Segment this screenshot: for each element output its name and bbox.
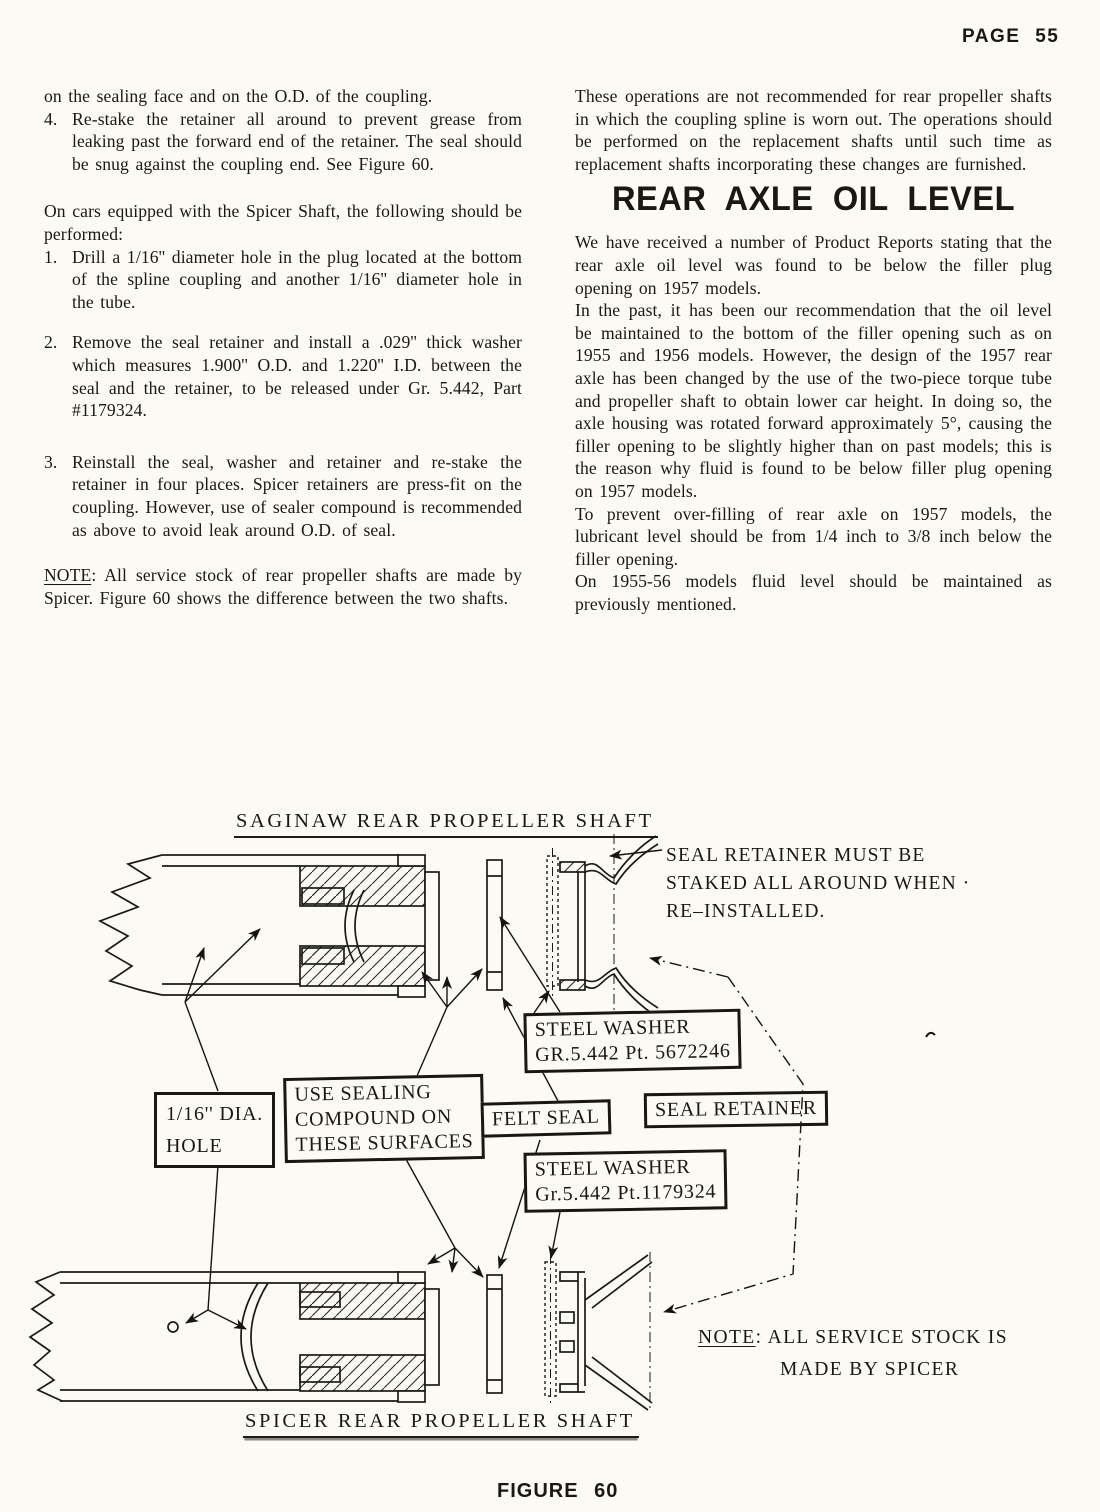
- retainer-note-line3: RE–INSTALLED.: [666, 901, 826, 922]
- dia-hole-label: [154, 1092, 275, 1168]
- felt-seal-strip-bottom-figure: [545, 1255, 556, 1404]
- sealing-compound-label: [283, 1074, 485, 1163]
- figure-caption: FIGURE 60: [497, 1480, 619, 1502]
- right-paragraph-5: On 1955-56 models fluid level should be maintained as previously mentioned.: [575, 571, 1052, 614]
- dia-hole-line1: 1/16'' DIA.: [166, 1103, 264, 1125]
- note-paragraph: [44, 564, 522, 609]
- right-paragraph-2: We have received a number of Product Reports stating that the rear axle oil level was found to be below the filler plug opening on 1957 models.: [575, 232, 1052, 298]
- list-item-3-number: 3.: [44, 451, 58, 472]
- break-line: [30, 1272, 62, 1401]
- dome-plug: [241, 1283, 268, 1391]
- steel-washer-top-line1: STEEL WASHER: [534, 1015, 691, 1042]
- list-item-2-number: 2.: [44, 332, 58, 353]
- ink-speck: [926, 1033, 935, 1037]
- list-item-2: [44, 331, 522, 421]
- note-label: NOTE: [44, 565, 92, 586]
- section-heading: REAR AXLE OIL LEVEL: [611, 180, 1016, 219]
- retainer-note-line2: STAKED ALL AROUND WHEN ·: [666, 873, 971, 894]
- steel-washer-bottom-line2: Gr.5.442 Pt.1179324: [535, 1180, 717, 1206]
- sealing-compound-line3: THESE SURFACES: [295, 1130, 474, 1156]
- spicer-intro-paragraph: On cars equipped with the Spicer Shaft, the following should be performed:: [44, 201, 522, 244]
- spicer-note-line2: MADE BY SPICER: [780, 1359, 960, 1380]
- spicer-note-line1: [698, 1325, 1008, 1351]
- list-item-3-text: Reinstall the seal, washer and retainer and re-stake the retainer in four places. Spicer retainers are press-fit on the coupling. However, use of sealer compound is recommended as above to avoid leak around O.D. of seal.: [72, 451, 522, 540]
- right-paragraph-1: These operations are not recommended for rear propeller shafts in which the coupling spline is worn out. The operations should be performed on the replacement shafts until such time as replacement shafts incorporating these changes are furnished.: [575, 86, 1052, 174]
- right-column: [575, 85, 1052, 615]
- list-item-4-number: 4.: [44, 108, 58, 129]
- saginaw-seal-retainer-section: [560, 834, 658, 1018]
- list-item-3: [44, 451, 522, 541]
- break-line: [100, 855, 162, 995]
- steel-washer-top-line2: GR.5.442 Pt. 5672246: [535, 1039, 731, 1067]
- seal-retainer-text: SEAL RETAINER: [654, 1096, 818, 1122]
- page-number: PAGE 55: [962, 26, 1060, 47]
- dia-hole-line2: HOLE: [166, 1135, 223, 1157]
- staking-leader-top: [650, 958, 728, 977]
- left-column: [44, 85, 522, 609]
- spicer-note-rest: : ALL SERVICE STOCK IS: [755, 1327, 1009, 1348]
- spicer-note-label: NOTE: [698, 1327, 756, 1348]
- retainer-staking-note: [666, 842, 970, 926]
- sealing-compound-line1: USE SEALING: [294, 1081, 432, 1106]
- list-item-1-text: Drill a 1/16'' diameter hole in the plug located at the bottom of the spline coupling and another 1/16'' diameter hole in the tube.: [72, 246, 522, 312]
- steel-washer-bottom-line1: STEEL WASHER: [534, 1155, 691, 1181]
- right-paragraph-3: In the past, it has been our recommendation that the oil level be maintained to the bottom of the filler opening such as on 1955 and 1956 models. However, the design of the 1957 rear axle has been changed by the use of the two-piece torque tube and propeller shaft to obtain lower car height. In doing so, the axle housing was rotated forward approximately 5°, causing the filler opening to be slightly higher than on past models; this is the reason why fluid is found to be below filler plug opening on 1957 models.: [575, 300, 1052, 501]
- drilled-hole-mark: [168, 1322, 178, 1332]
- list-item-1-number: 1.: [44, 246, 58, 267]
- steel-washer-bottom-label: [523, 1149, 727, 1213]
- felt-seal-label: [481, 1099, 612, 1137]
- spicer-shaft-drawing: [30, 1252, 652, 1410]
- carryover-paragraph: on the sealing face and on the O.D. of the coupling.: [44, 86, 433, 106]
- steel-washer-top-label: [523, 1009, 742, 1074]
- spicer-service-note: [698, 1325, 1008, 1383]
- retainer-note-line1: SEAL RETAINER MUST BE: [666, 845, 926, 866]
- felt-seal-text: FELT SEAL: [491, 1105, 601, 1131]
- list-item-1: [44, 246, 522, 314]
- note-text: : All service stock of rear propeller shafts are made by Spicer. Figure 60 shows the difference between the two shafts.: [44, 565, 522, 608]
- saginaw-title: SAGINAW REAR PROPELLER SHAFT: [234, 810, 658, 838]
- spicer-title: SPICER REAR PROPELLER SHAFT: [243, 1410, 639, 1438]
- sealing-compound-line2: COMPOUND ON: [294, 1105, 453, 1131]
- seal-retainer-label: [644, 1091, 828, 1129]
- list-item-4-text: Re-stake the retainer all around to prevent grease from leaking past the forward end of the retainer. The seal should be snug against the coupling end. See Figure 60.: [72, 108, 522, 174]
- spicer-seal-retainer-section: [560, 1252, 652, 1410]
- list-item-2-text: Remove the seal retainer and install a .029'' thick washer which measures 1.900'' O.D. and 1.220'' I.D. between the seal and the retainer, to be released under Gr. 5.442, Part #1179324.: [72, 332, 522, 421]
- felt-seal-strip-top-figure: [547, 848, 558, 996]
- right-paragraph-4: To prevent over-filling of rear axle on 1957 models, the lubricant level should be from 1/4 inch to 3/8 inch below the filler opening.: [575, 503, 1052, 569]
- washer-strip-top-figure: [487, 860, 502, 990]
- list-item-4: [44, 108, 522, 176]
- saginaw-shaft-drawing: [100, 834, 658, 1018]
- washer-strip-bottom-figure: [487, 1275, 502, 1393]
- figure-60: [0, 800, 1100, 1512]
